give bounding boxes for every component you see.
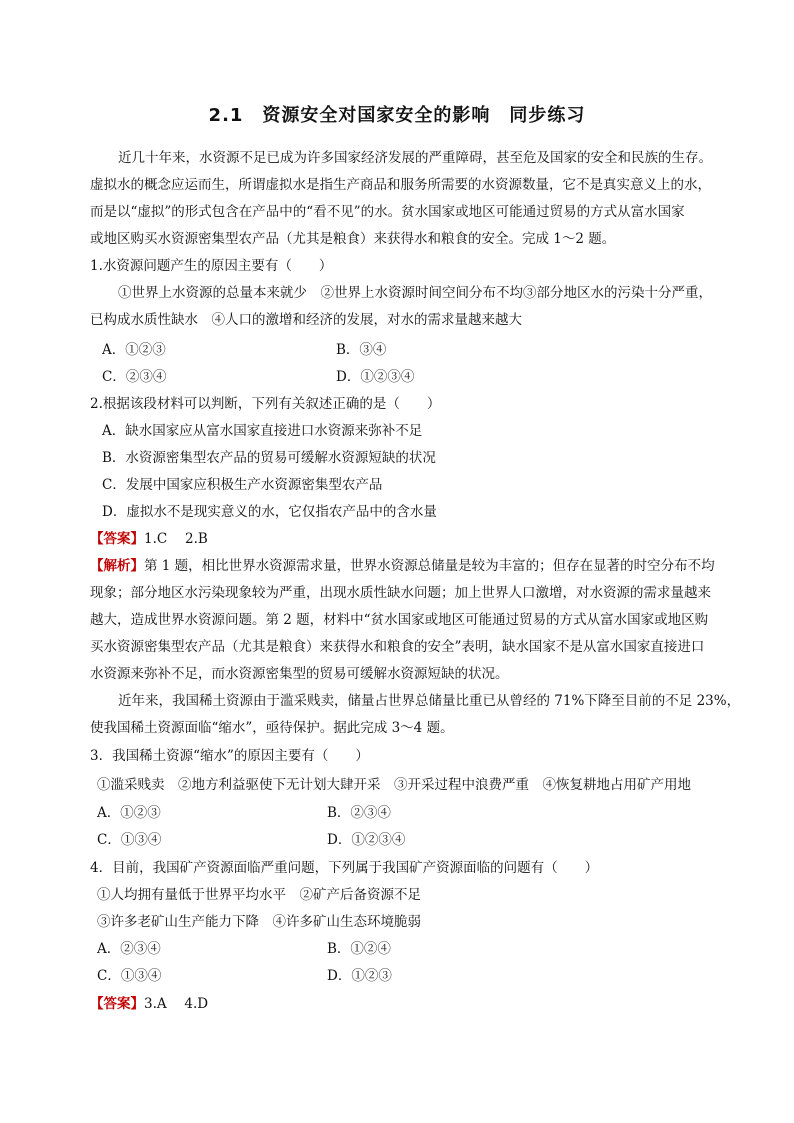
question-2-option-b: B．水资源密集型农产品的贸易可缓解水资源短缺的状况 [102, 450, 436, 466]
passage2-line: 近年来，我国稀土资源由于滥采贱卖，储量占世界总储量比重已从曾经的 71%下降至目前的不足 23%， [118, 693, 741, 709]
analysis-line: 现象；部分地区水污染现象较为严重，出现水质性缺水问题；加上世界人口激增，对水资源的需求量越来 [90, 585, 711, 601]
answer-tag: 【答案】 [90, 531, 144, 547]
question-1-item: ①世界上水资源的总量本来就少 ②世界上水资源时间空间分布不均③部分地区水的污染十分严重， [118, 285, 712, 301]
question-2-option-a: A．缺水国家应从富水国家直接进口水资源来弥补不足 [102, 423, 423, 439]
passage1-line: 而是以“虚拟”的形式包含在产品中的“看不见”的水。贫水国家或地区可能通过贸易的方式从富水国家 [90, 204, 685, 220]
answer-text: 3.A 4.D [144, 996, 209, 1012]
passage1-line: 或地区购买水资源密集型农产品（尤其是粮食）来获得水和粮食的安全。完成 1～2 题。 [90, 231, 616, 247]
question-4-item: ①人均拥有量低于世界平均水平 ②矿产后备资源不足 [97, 887, 421, 903]
answer-tag: 【答案】 [90, 996, 144, 1012]
question-3-option-a: A．①②③ [97, 805, 161, 821]
analysis-line: 越大，造成世界水资源问题。第 2 题，材料中“贫水国家或地区可能通过贸易的方式从富水国家或地区购 [90, 612, 709, 628]
question-1-option-b: B．③④ [336, 342, 387, 358]
question-1-option-a: A．①②③ [102, 342, 166, 358]
question-4-item: ③许多老矿山生产能力下降 ④许多矿山生态环境脆弱 [97, 914, 421, 930]
question-4-option-a: A．②③④ [97, 941, 161, 957]
passage2-line: 使我国稀土资源面临“缩水”，亟待保护。据此完成 3～4 题。 [90, 720, 454, 736]
question-2-option-c: C．发展中国家应积极生产水资源密集型农产品 [102, 477, 383, 493]
question-3-item: ①滥采贱卖 ②地方利益驱使下无计划大肆开采 ③开采过程中浪费严重 ④恢复耕地占用矿产用地 [97, 777, 691, 793]
question-3-option-b: B．②③④ [327, 805, 391, 821]
answer-2 [90, 994, 208, 1014]
question-1-option-c: C．②③④ [102, 369, 167, 385]
question-3-option-c: C．①③④ [97, 832, 162, 848]
passage1-line: 虚拟水的概念应运而生，所谓虚拟水是指生产商品和服务所需要的水资源数量，它不是真实意义上的水， [90, 177, 711, 193]
answer-1 [90, 529, 208, 549]
question-1-option-d: D．①②③④ [336, 369, 415, 385]
question-2-stem: 2.根据该段材料可以判断，下列有关叙述正确的是（ ） [90, 396, 441, 412]
question-2-option-d: D．虚拟水不是现实意义的水，它仅指农产品中的含水量 [102, 504, 437, 520]
analysis-line: 买水资源密集型农产品（尤其是粮食）来获得水和粮食的安全”表明，缺水国家不是从富水国家直接进口 [90, 639, 705, 655]
answer-text: 1.C 2.B [144, 531, 208, 547]
analysis-line: 水资源来弥补不足，而水资源密集型的贸易可缓解水资源短缺的状况。 [90, 666, 509, 682]
analysis-tag: 【解析】 [90, 558, 144, 574]
question-3-option-d: D．①②③④ [327, 832, 406, 848]
question-4-stem: 4．目前，我国矿产资源面临严重问题，下列属于我国矿产资源面临的问题有（ ） [90, 860, 599, 876]
analysis-line [90, 556, 715, 576]
question-1-item: 已构成水质性缺水 ④人口的激增和经济的发展，对水的需求量越来越大 [90, 312, 522, 328]
question-1-stem: 1.水资源问题产生的原因主要有（ ） [90, 258, 333, 274]
question-4-option-d: D．①②③ [327, 968, 392, 984]
analysis-text: 第 1 题，相比世界水资源需求量，世界水资源总储量是较为丰富的；但存在显著的时空分布不均 [144, 558, 715, 574]
passage1-line: 近几十年来，水资源不足已成为许多国家经济发展的严重障碍，甚至危及国家的安全和民族的生存。 [118, 150, 712, 166]
question-4-option-b: B．①②④ [327, 941, 391, 957]
question-3-stem: 3．我国稀土资源“缩水”的原因主要有（ ） [90, 748, 369, 764]
page-title: 2.1 资源安全对国家安全的影响 同步练习 [208, 105, 586, 126]
question-4-option-c: C．①③④ [97, 968, 162, 984]
